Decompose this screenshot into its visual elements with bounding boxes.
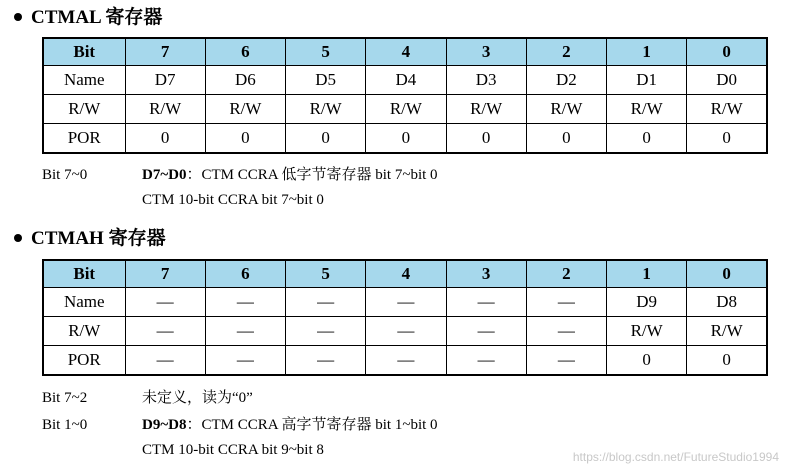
table-cell: — (205, 317, 285, 346)
table-cell: D3 (446, 66, 526, 95)
table-cell: R/W (446, 95, 526, 124)
table-cell: — (205, 288, 285, 317)
table-cell: R/W (607, 317, 687, 346)
table-cell: 0 (286, 124, 366, 154)
table-cell: 0 (205, 124, 285, 154)
header-cell: 0 (687, 260, 767, 288)
table-cell: 0 (366, 124, 446, 154)
header-cell: 6 (205, 260, 285, 288)
header-cell: 3 (446, 260, 526, 288)
register-table-ctmah (42, 259, 768, 376)
watermark: https://blog.csdn.net/FutureStudio1994 (572, 450, 779, 464)
table-cell: 0 (446, 124, 526, 154)
table-cell: D4 (366, 66, 446, 95)
header-cell: 0 (687, 38, 767, 66)
header-cell: 4 (366, 260, 446, 288)
table-cell: — (286, 346, 366, 376)
table-cell: R/W (43, 95, 125, 124)
table-cell: POR (43, 346, 125, 376)
bit-field-name: D7~D0 (142, 167, 187, 183)
header-cell: 1 (607, 38, 687, 66)
table-cell: D1 (607, 66, 687, 95)
table-cell: D5 (286, 66, 366, 95)
table-cell: — (205, 346, 285, 376)
table-cell: R/W (286, 95, 366, 124)
bit-description (142, 166, 438, 184)
bit-description: 未定义，读为“0” (142, 390, 253, 406)
table-cell: 0 (687, 124, 767, 154)
table-row (43, 288, 767, 317)
bit-description (142, 416, 438, 434)
table-row (43, 317, 767, 346)
table-cell: R/W (205, 95, 285, 124)
table-cell: — (286, 317, 366, 346)
table-cell: Name (43, 66, 125, 95)
table-cell: R/W (125, 95, 205, 124)
register-table-ctmal (42, 37, 768, 154)
table-cell: Name (43, 288, 125, 317)
table-cell: 0 (526, 124, 606, 154)
header-cell: 5 (286, 38, 366, 66)
table-row (43, 346, 767, 376)
table-cell: D6 (205, 66, 285, 95)
header-cell: 4 (366, 38, 446, 66)
section-title: CTMAH 寄存器 (31, 228, 166, 249)
header-cell: Bit (43, 260, 125, 288)
table-cell: — (125, 288, 205, 317)
table-cell: D7 (125, 66, 205, 95)
bullet-icon (14, 13, 22, 21)
bit-description-text: ：CTM CCRA 高字节寄存器 bit 1~bit 0 (186, 417, 438, 433)
table-cell: 0 (607, 346, 687, 376)
table-header-row (43, 38, 767, 66)
table-cell: — (446, 346, 526, 376)
table-cell: R/W (607, 95, 687, 124)
bullet-icon (14, 234, 22, 242)
header-cell: 5 (286, 260, 366, 288)
table-cell: — (366, 288, 446, 317)
table-row (43, 95, 767, 124)
header-cell: 2 (526, 38, 606, 66)
table-cell: — (125, 346, 205, 376)
bit-field-name: D9~D8 (142, 417, 187, 433)
table-cell: 0 (125, 124, 205, 154)
table-cell: R/W (687, 95, 767, 124)
header-cell: 1 (607, 260, 687, 288)
section-heading-ctmah (14, 228, 166, 250)
table-cell: — (125, 317, 205, 346)
table-cell: — (446, 288, 526, 317)
bit-description-line2: CTM 10-bit CCRA bit 7~bit 0 (142, 192, 324, 208)
section-title: CTMAL 寄存器 (31, 7, 163, 28)
header-cell: 3 (446, 38, 526, 66)
table-cell: — (526, 346, 606, 376)
table-cell: 0 (607, 124, 687, 154)
table-cell: — (366, 317, 446, 346)
table-header-row (43, 260, 767, 288)
table-cell: D8 (687, 288, 767, 317)
table-cell: — (286, 288, 366, 317)
table-cell: — (366, 346, 446, 376)
table-row (43, 124, 767, 154)
table-cell: — (446, 317, 526, 346)
header-cell: 6 (205, 38, 285, 66)
table-cell: — (526, 288, 606, 317)
table-cell: R/W (526, 95, 606, 124)
table-cell: — (526, 317, 606, 346)
table-cell: D0 (687, 66, 767, 95)
table-cell: D9 (607, 288, 687, 317)
table-cell: 0 (687, 346, 767, 376)
header-cell: 2 (526, 260, 606, 288)
section-heading-ctmal (14, 7, 162, 29)
table-cell: POR (43, 124, 125, 154)
table-row (43, 66, 767, 95)
header-cell: Bit (43, 38, 125, 66)
bit-description-line2: CTM 10-bit CCRA bit 9~bit 8 (142, 442, 324, 458)
table-cell: R/W (687, 317, 767, 346)
bit-label: Bit 7~2 (42, 390, 88, 406)
table-cell: R/W (366, 95, 446, 124)
table-cell: D2 (526, 66, 606, 95)
bit-label: Bit 1~0 (42, 417, 88, 433)
bit-description-text: ：CTM CCRA 低字节寄存器 bit 7~bit 0 (186, 167, 438, 183)
bit-label: Bit 7~0 (42, 167, 88, 183)
header-cell: 7 (125, 38, 205, 66)
header-cell: 7 (125, 260, 205, 288)
table-cell: R/W (43, 317, 125, 346)
